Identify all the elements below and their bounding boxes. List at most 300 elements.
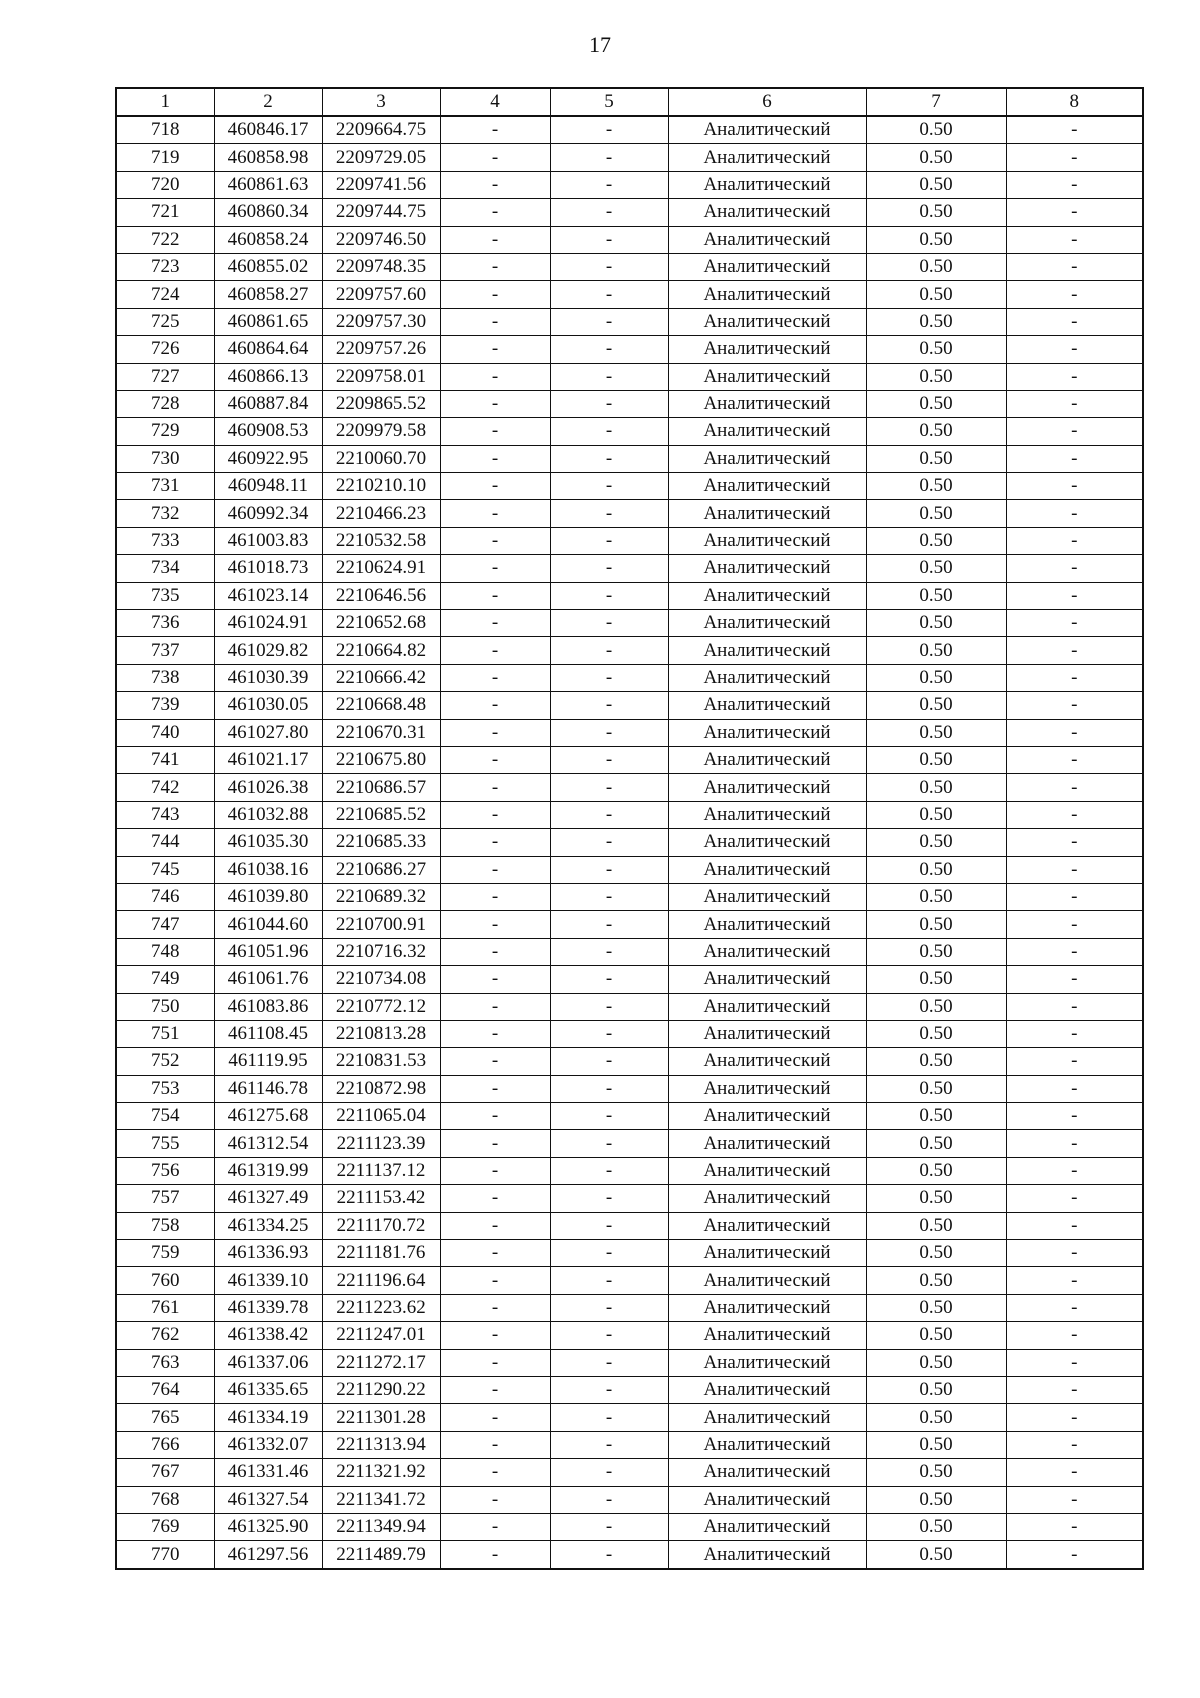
point-number-cell: 743 xyxy=(116,801,214,828)
col4-cell: - xyxy=(440,308,550,335)
col8-cell: - xyxy=(1006,1157,1143,1184)
y-coordinate-cell: 2210675.80 xyxy=(322,746,440,773)
col4-cell: - xyxy=(440,1404,550,1431)
col8-cell: - xyxy=(1006,1075,1143,1102)
column-header: 5 xyxy=(550,88,668,116)
column-header: 6 xyxy=(668,88,866,116)
table-row xyxy=(116,1294,1143,1321)
point-number-cell: 726 xyxy=(116,336,214,363)
col5-cell: - xyxy=(550,308,668,335)
method-cell: Аналитический xyxy=(668,555,866,582)
y-coordinate-cell: 2211321.92 xyxy=(322,1459,440,1486)
point-number-cell: 759 xyxy=(116,1240,214,1267)
y-coordinate-cell: 2210664.82 xyxy=(322,637,440,664)
col4-cell: - xyxy=(440,1048,550,1075)
point-number-cell: 731 xyxy=(116,473,214,500)
method-cell: Аналитический xyxy=(668,829,866,856)
table-row xyxy=(116,336,1143,363)
x-coordinate-cell: 461312.54 xyxy=(214,1130,322,1157)
col4-cell: - xyxy=(440,253,550,280)
col5-cell: - xyxy=(550,527,668,554)
x-coordinate-cell: 460992.34 xyxy=(214,500,322,527)
column-header: 1 xyxy=(116,88,214,116)
accuracy-cell: 0.50 xyxy=(866,144,1006,171)
col5-cell: - xyxy=(550,1513,668,1540)
method-cell: Аналитический xyxy=(668,774,866,801)
table-row xyxy=(116,664,1143,691)
table-row xyxy=(116,555,1143,582)
y-coordinate-cell: 2211065.04 xyxy=(322,1103,440,1130)
y-coordinate-cell: 2210646.56 xyxy=(322,582,440,609)
accuracy-cell: 0.50 xyxy=(866,555,1006,582)
col4-cell: - xyxy=(440,199,550,226)
method-cell: Аналитический xyxy=(668,500,866,527)
x-coordinate-cell: 461027.80 xyxy=(214,719,322,746)
x-coordinate-cell: 461331.46 xyxy=(214,1459,322,1486)
method-cell: Аналитический xyxy=(668,199,866,226)
y-coordinate-cell: 2209746.50 xyxy=(322,226,440,253)
col4-cell: - xyxy=(440,336,550,363)
point-number-cell: 768 xyxy=(116,1486,214,1513)
method-cell: Аналитический xyxy=(668,1322,866,1349)
col4-cell: - xyxy=(440,774,550,801)
accuracy-cell: 0.50 xyxy=(866,445,1006,472)
y-coordinate-cell: 2210668.48 xyxy=(322,692,440,719)
y-coordinate-cell: 2210685.33 xyxy=(322,829,440,856)
x-coordinate-cell: 461275.68 xyxy=(214,1103,322,1130)
col5-cell: - xyxy=(550,938,668,965)
table-row xyxy=(116,1376,1143,1403)
y-coordinate-cell: 2209865.52 xyxy=(322,390,440,417)
col4-cell: - xyxy=(440,1349,550,1376)
accuracy-cell: 0.50 xyxy=(866,1212,1006,1239)
col5-cell: - xyxy=(550,993,668,1020)
x-coordinate-cell: 461003.83 xyxy=(214,527,322,554)
col5-cell: - xyxy=(550,226,668,253)
col8-cell: - xyxy=(1006,692,1143,719)
y-coordinate-cell: 2211223.62 xyxy=(322,1294,440,1321)
method-cell: Аналитический xyxy=(668,1130,866,1157)
col8-cell: - xyxy=(1006,144,1143,171)
accuracy-cell: 0.50 xyxy=(866,1048,1006,1075)
x-coordinate-cell: 461030.39 xyxy=(214,664,322,691)
accuracy-cell: 0.50 xyxy=(866,1020,1006,1047)
accuracy-cell: 0.50 xyxy=(866,363,1006,390)
point-number-cell: 737 xyxy=(116,637,214,664)
y-coordinate-cell: 2211290.22 xyxy=(322,1376,440,1403)
table-row xyxy=(116,144,1143,171)
col4-cell: - xyxy=(440,883,550,910)
col8-cell: - xyxy=(1006,1212,1143,1239)
y-coordinate-cell: 2209757.30 xyxy=(322,308,440,335)
accuracy-cell: 0.50 xyxy=(866,774,1006,801)
x-coordinate-cell: 461030.05 xyxy=(214,692,322,719)
accuracy-cell: 0.50 xyxy=(866,1130,1006,1157)
col5-cell: - xyxy=(550,856,668,883)
col8-cell: - xyxy=(1006,500,1143,527)
col5-cell: - xyxy=(550,418,668,445)
col4-cell: - xyxy=(440,116,550,144)
col4-cell: - xyxy=(440,692,550,719)
col5-cell: - xyxy=(550,1048,668,1075)
point-number-cell: 755 xyxy=(116,1130,214,1157)
table-row xyxy=(116,199,1143,226)
col8-cell: - xyxy=(1006,527,1143,554)
point-number-cell: 720 xyxy=(116,171,214,198)
x-coordinate-cell: 461051.96 xyxy=(214,938,322,965)
col5-cell: - xyxy=(550,883,668,910)
col4-cell: - xyxy=(440,637,550,664)
table-row xyxy=(116,1541,1143,1569)
table-row xyxy=(116,1157,1143,1184)
col4-cell: - xyxy=(440,1130,550,1157)
point-number-cell: 752 xyxy=(116,1048,214,1075)
col8-cell: - xyxy=(1006,1130,1143,1157)
col8-cell: - xyxy=(1006,637,1143,664)
point-number-cell: 728 xyxy=(116,390,214,417)
col4-cell: - xyxy=(440,1294,550,1321)
table-row xyxy=(116,801,1143,828)
col5-cell: - xyxy=(550,829,668,856)
y-coordinate-cell: 2210700.91 xyxy=(322,911,440,938)
point-number-cell: 761 xyxy=(116,1294,214,1321)
y-coordinate-cell: 2211489.79 xyxy=(322,1541,440,1569)
col8-cell: - xyxy=(1006,801,1143,828)
method-cell: Аналитический xyxy=(668,1376,866,1403)
table-row xyxy=(116,253,1143,280)
y-coordinate-cell: 2209741.56 xyxy=(322,171,440,198)
col5-cell: - xyxy=(550,582,668,609)
accuracy-cell: 0.50 xyxy=(866,1157,1006,1184)
accuracy-cell: 0.50 xyxy=(866,500,1006,527)
point-number-cell: 750 xyxy=(116,993,214,1020)
method-cell: Аналитический xyxy=(668,692,866,719)
col5-cell: - xyxy=(550,445,668,472)
accuracy-cell: 0.50 xyxy=(866,1240,1006,1267)
accuracy-cell: 0.50 xyxy=(866,938,1006,965)
x-coordinate-cell: 461039.80 xyxy=(214,883,322,910)
x-coordinate-cell: 460855.02 xyxy=(214,253,322,280)
accuracy-cell: 0.50 xyxy=(866,527,1006,554)
method-cell: Аналитический xyxy=(668,1212,866,1239)
col5-cell: - xyxy=(550,911,668,938)
point-number-cell: 763 xyxy=(116,1349,214,1376)
x-coordinate-cell: 461334.19 xyxy=(214,1404,322,1431)
col5-cell: - xyxy=(550,1431,668,1458)
point-number-cell: 760 xyxy=(116,1267,214,1294)
point-number-cell: 757 xyxy=(116,1185,214,1212)
table-row xyxy=(116,1322,1143,1349)
point-number-cell: 746 xyxy=(116,883,214,910)
column-header: 8 xyxy=(1006,88,1143,116)
y-coordinate-cell: 2211137.12 xyxy=(322,1157,440,1184)
y-coordinate-cell: 2211170.72 xyxy=(322,1212,440,1239)
x-coordinate-cell: 460861.65 xyxy=(214,308,322,335)
col5-cell: - xyxy=(550,1075,668,1102)
col8-cell: - xyxy=(1006,1267,1143,1294)
method-cell: Аналитический xyxy=(668,1349,866,1376)
method-cell: Аналитический xyxy=(668,281,866,308)
point-number-cell: 753 xyxy=(116,1075,214,1102)
table-row xyxy=(116,856,1143,883)
table-row xyxy=(116,1103,1143,1130)
col5-cell: - xyxy=(550,336,668,363)
col8-cell: - xyxy=(1006,445,1143,472)
x-coordinate-cell: 461297.56 xyxy=(214,1541,322,1569)
accuracy-cell: 0.50 xyxy=(866,610,1006,637)
point-number-cell: 734 xyxy=(116,555,214,582)
x-coordinate-cell: 461339.10 xyxy=(214,1267,322,1294)
col5-cell: - xyxy=(550,390,668,417)
col8-cell: - xyxy=(1006,993,1143,1020)
accuracy-cell: 0.50 xyxy=(866,801,1006,828)
col8-cell: - xyxy=(1006,610,1143,637)
method-cell: Аналитический xyxy=(668,664,866,691)
point-number-cell: 722 xyxy=(116,226,214,253)
method-cell: Аналитический xyxy=(668,1267,866,1294)
y-coordinate-cell: 2211153.42 xyxy=(322,1185,440,1212)
col5-cell: - xyxy=(550,1322,668,1349)
y-coordinate-cell: 2209979.58 xyxy=(322,418,440,445)
table-row xyxy=(116,363,1143,390)
point-number-cell: 764 xyxy=(116,1376,214,1403)
y-coordinate-cell: 2210666.42 xyxy=(322,664,440,691)
accuracy-cell: 0.50 xyxy=(866,1185,1006,1212)
y-coordinate-cell: 2210734.08 xyxy=(322,966,440,993)
accuracy-cell: 0.50 xyxy=(866,1103,1006,1130)
accuracy-cell: 0.50 xyxy=(866,829,1006,856)
col4-cell: - xyxy=(440,829,550,856)
col5-cell: - xyxy=(550,1103,668,1130)
y-coordinate-cell: 2209729.05 xyxy=(322,144,440,171)
accuracy-cell: 0.50 xyxy=(866,1404,1006,1431)
method-cell: Аналитический xyxy=(668,1541,866,1569)
x-coordinate-cell: 461337.06 xyxy=(214,1349,322,1376)
method-cell: Аналитический xyxy=(668,527,866,554)
col4-cell: - xyxy=(440,801,550,828)
table-row xyxy=(116,1431,1143,1458)
col4-cell: - xyxy=(440,1020,550,1047)
table-row xyxy=(116,390,1143,417)
table-row xyxy=(116,1240,1143,1267)
y-coordinate-cell: 2210831.53 xyxy=(322,1048,440,1075)
col8-cell: - xyxy=(1006,308,1143,335)
accuracy-cell: 0.50 xyxy=(866,390,1006,417)
page-number: 17 xyxy=(589,32,611,57)
col5-cell: - xyxy=(550,610,668,637)
col8-cell: - xyxy=(1006,1185,1143,1212)
col5-cell: - xyxy=(550,1240,668,1267)
col5-cell: - xyxy=(550,719,668,746)
table-row xyxy=(116,1048,1143,1075)
table-row xyxy=(116,719,1143,746)
method-cell: Аналитический xyxy=(668,746,866,773)
accuracy-cell: 0.50 xyxy=(866,719,1006,746)
col5-cell: - xyxy=(550,281,668,308)
y-coordinate-cell: 2209664.75 xyxy=(322,116,440,144)
y-coordinate-cell: 2210670.31 xyxy=(322,719,440,746)
accuracy-cell: 0.50 xyxy=(866,883,1006,910)
y-coordinate-cell: 2210466.23 xyxy=(322,500,440,527)
col4-cell: - xyxy=(440,1103,550,1130)
accuracy-cell: 0.50 xyxy=(866,692,1006,719)
col4-cell: - xyxy=(440,1541,550,1569)
x-coordinate-cell: 460846.17 xyxy=(214,116,322,144)
col5-cell: - xyxy=(550,1267,668,1294)
col4-cell: - xyxy=(440,610,550,637)
col4-cell: - xyxy=(440,390,550,417)
x-coordinate-cell: 460860.34 xyxy=(214,199,322,226)
col8-cell: - xyxy=(1006,281,1143,308)
accuracy-cell: 0.50 xyxy=(866,746,1006,773)
accuracy-cell: 0.50 xyxy=(866,226,1006,253)
point-number-cell: 770 xyxy=(116,1541,214,1569)
x-coordinate-cell: 461083.86 xyxy=(214,993,322,1020)
point-number-cell: 723 xyxy=(116,253,214,280)
col5-cell: - xyxy=(550,1157,668,1184)
y-coordinate-cell: 2210813.28 xyxy=(322,1020,440,1047)
method-cell: Аналитический xyxy=(668,1486,866,1513)
method-cell: Аналитический xyxy=(668,938,866,965)
x-coordinate-cell: 460858.24 xyxy=(214,226,322,253)
y-coordinate-cell: 2209744.75 xyxy=(322,199,440,226)
accuracy-cell: 0.50 xyxy=(866,171,1006,198)
y-coordinate-cell: 2211341.72 xyxy=(322,1486,440,1513)
col4-cell: - xyxy=(440,664,550,691)
col8-cell: - xyxy=(1006,390,1143,417)
x-coordinate-cell: 461021.17 xyxy=(214,746,322,773)
table-row xyxy=(116,171,1143,198)
x-coordinate-cell: 461146.78 xyxy=(214,1075,322,1102)
column-header: 4 xyxy=(440,88,550,116)
point-number-cell: 747 xyxy=(116,911,214,938)
x-coordinate-cell: 461336.93 xyxy=(214,1240,322,1267)
method-cell: Аналитический xyxy=(668,226,866,253)
point-number-cell: 725 xyxy=(116,308,214,335)
table-row xyxy=(116,418,1143,445)
col8-cell: - xyxy=(1006,116,1143,144)
method-cell: Аналитический xyxy=(668,1240,866,1267)
table-row xyxy=(116,116,1143,144)
point-number-cell: 735 xyxy=(116,582,214,609)
point-number-cell: 762 xyxy=(116,1322,214,1349)
method-cell: Аналитический xyxy=(668,1075,866,1102)
col5-cell: - xyxy=(550,144,668,171)
table-row xyxy=(116,308,1143,335)
y-coordinate-cell: 2210685.52 xyxy=(322,801,440,828)
column-header: 2 xyxy=(214,88,322,116)
col5-cell: - xyxy=(550,1459,668,1486)
accuracy-cell: 0.50 xyxy=(866,664,1006,691)
method-cell: Аналитический xyxy=(668,1404,866,1431)
accuracy-cell: 0.50 xyxy=(866,199,1006,226)
point-number-cell: 732 xyxy=(116,500,214,527)
method-cell: Аналитический xyxy=(668,171,866,198)
col5-cell: - xyxy=(550,637,668,664)
method-cell: Аналитический xyxy=(668,993,866,1020)
table-row xyxy=(116,473,1143,500)
point-number-cell: 756 xyxy=(116,1157,214,1184)
x-coordinate-cell: 461026.38 xyxy=(214,774,322,801)
col5-cell: - xyxy=(550,199,668,226)
table-row xyxy=(116,610,1143,637)
x-coordinate-cell: 460948.11 xyxy=(214,473,322,500)
col8-cell: - xyxy=(1006,883,1143,910)
table-row xyxy=(116,527,1143,554)
point-number-cell: 769 xyxy=(116,1513,214,1540)
accuracy-cell: 0.50 xyxy=(866,281,1006,308)
y-coordinate-cell: 2211349.94 xyxy=(322,1513,440,1540)
col4-cell: - xyxy=(440,555,550,582)
x-coordinate-cell: 460866.13 xyxy=(214,363,322,390)
point-number-cell: 765 xyxy=(116,1404,214,1431)
col8-cell: - xyxy=(1006,1513,1143,1540)
method-cell: Аналитический xyxy=(668,144,866,171)
method-cell: Аналитический xyxy=(668,418,866,445)
x-coordinate-cell: 461335.65 xyxy=(214,1376,322,1403)
method-cell: Аналитический xyxy=(668,116,866,144)
x-coordinate-cell: 461327.49 xyxy=(214,1185,322,1212)
method-cell: Аналитический xyxy=(668,719,866,746)
col8-cell: - xyxy=(1006,363,1143,390)
method-cell: Аналитический xyxy=(668,1513,866,1540)
col5-cell: - xyxy=(550,664,668,691)
col4-cell: - xyxy=(440,938,550,965)
y-coordinate-cell: 2211272.17 xyxy=(322,1349,440,1376)
accuracy-cell: 0.50 xyxy=(866,1294,1006,1321)
x-coordinate-cell: 461319.99 xyxy=(214,1157,322,1184)
x-coordinate-cell: 461061.76 xyxy=(214,966,322,993)
method-cell: Аналитический xyxy=(668,637,866,664)
point-number-cell: 754 xyxy=(116,1103,214,1130)
col8-cell: - xyxy=(1006,1459,1143,1486)
point-number-cell: 744 xyxy=(116,829,214,856)
y-coordinate-cell: 2211181.76 xyxy=(322,1240,440,1267)
x-coordinate-cell: 461044.60 xyxy=(214,911,322,938)
x-coordinate-cell: 461023.14 xyxy=(214,582,322,609)
y-coordinate-cell: 2211247.01 xyxy=(322,1322,440,1349)
col8-cell: - xyxy=(1006,774,1143,801)
x-coordinate-cell: 460922.95 xyxy=(214,445,322,472)
table-row xyxy=(116,226,1143,253)
col8-cell: - xyxy=(1006,911,1143,938)
method-cell: Аналитический xyxy=(668,1185,866,1212)
accuracy-cell: 0.50 xyxy=(866,993,1006,1020)
col5-cell: - xyxy=(550,555,668,582)
y-coordinate-cell: 2209757.26 xyxy=(322,336,440,363)
col5-cell: - xyxy=(550,171,668,198)
col4-cell: - xyxy=(440,418,550,445)
method-cell: Аналитический xyxy=(668,883,866,910)
x-coordinate-cell: 460908.53 xyxy=(214,418,322,445)
method-cell: Аналитический xyxy=(668,1294,866,1321)
col8-cell: - xyxy=(1006,582,1143,609)
accuracy-cell: 0.50 xyxy=(866,911,1006,938)
point-number-cell: 767 xyxy=(116,1459,214,1486)
col5-cell: - xyxy=(550,253,668,280)
point-number-cell: 739 xyxy=(116,692,214,719)
accuracy-cell: 0.50 xyxy=(866,418,1006,445)
accuracy-cell: 0.50 xyxy=(866,116,1006,144)
table-row xyxy=(116,883,1143,910)
accuracy-cell: 0.50 xyxy=(866,1376,1006,1403)
col8-cell: - xyxy=(1006,1431,1143,1458)
col4-cell: - xyxy=(440,582,550,609)
col8-cell: - xyxy=(1006,171,1143,198)
accuracy-cell: 0.50 xyxy=(866,637,1006,664)
x-coordinate-cell: 461035.30 xyxy=(214,829,322,856)
col5-cell: - xyxy=(550,1130,668,1157)
